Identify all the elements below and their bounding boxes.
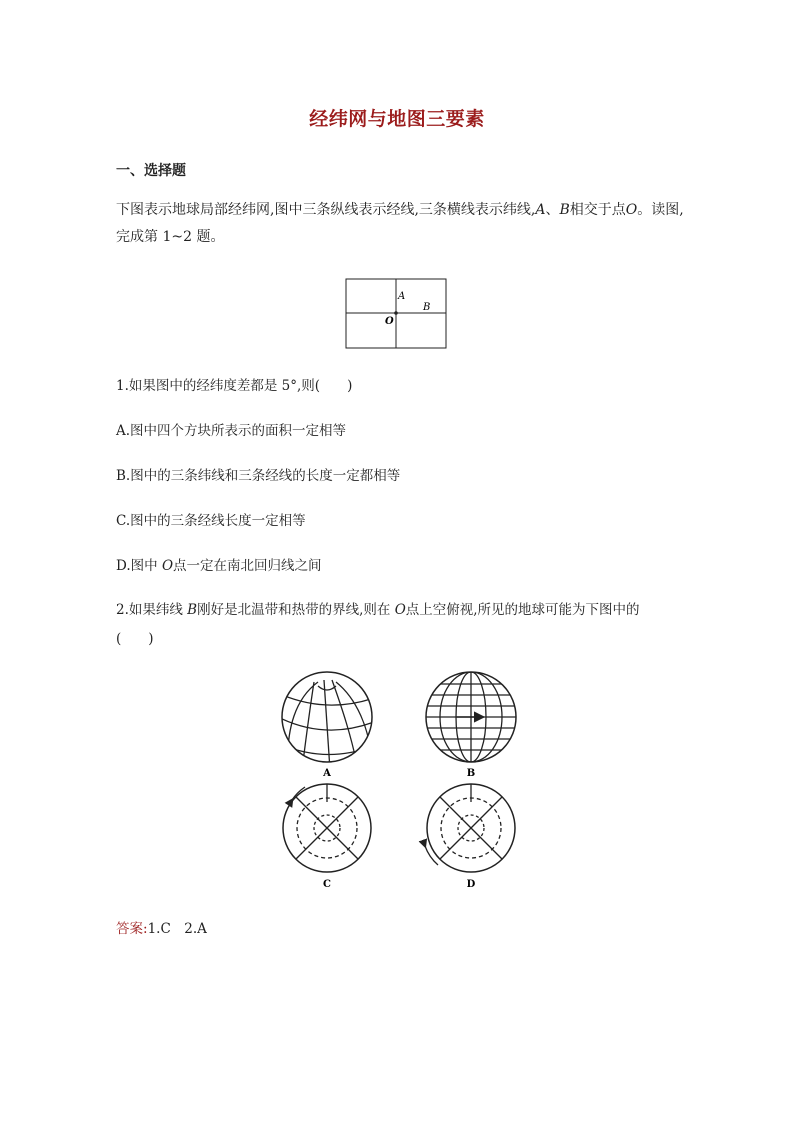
question-1: 1.如果图中的经纬度差都是 5°,则( ) [116, 378, 353, 394]
globe-label-c: C [323, 879, 331, 890]
question-2-bracket: ( ) [116, 631, 154, 647]
globe-b [426, 672, 516, 762]
intro-paragraph [116, 197, 696, 251]
q1-option-d: D.图中 O点一定在南北回归线之间 [116, 558, 322, 574]
answer-text: 1.C 2.A [147, 921, 207, 937]
label-b: B [423, 302, 431, 313]
q1-option-b: B.图中的三条纬线和三条经线的长度一定都相等 [116, 468, 401, 484]
globe-label-a: A [323, 768, 331, 779]
answer-line [116, 917, 207, 937]
label-o: O [385, 316, 394, 327]
graticule-figure [344, 277, 448, 351]
globe-label-b: B [466, 768, 476, 779]
q1-option-a: A.图中四个方块所表示的面积一定相等 [116, 423, 347, 439]
intro-line-1: 下图表示地球局部经纬网,图中三条纵线表示经线,三条横线表示纬线,A、B相交于点O。读图, [116, 202, 684, 218]
point-o [394, 311, 398, 315]
q1-option-c: C.图中的三条经线长度一定相等 [116, 513, 306, 529]
intro-line-2: 完成第 1~2 题。 [116, 229, 225, 245]
answer-label: 答案: [116, 921, 148, 937]
globe-a [280, 672, 374, 770]
question-2: 2.如果纬线 B刚好是北温带和热带的界线,则在 O点上空俯视,所见的地球可能为下图中的 [116, 602, 640, 618]
globe-label-d: D [466, 879, 476, 890]
globe-c [283, 784, 371, 872]
label-a: A [398, 291, 406, 302]
section-heading: 一、选择题 [116, 163, 186, 179]
globe-d [425, 784, 515, 872]
globe-options-figure [266, 668, 536, 893]
page-title: 经纬网与地图三要素 [309, 108, 485, 130]
